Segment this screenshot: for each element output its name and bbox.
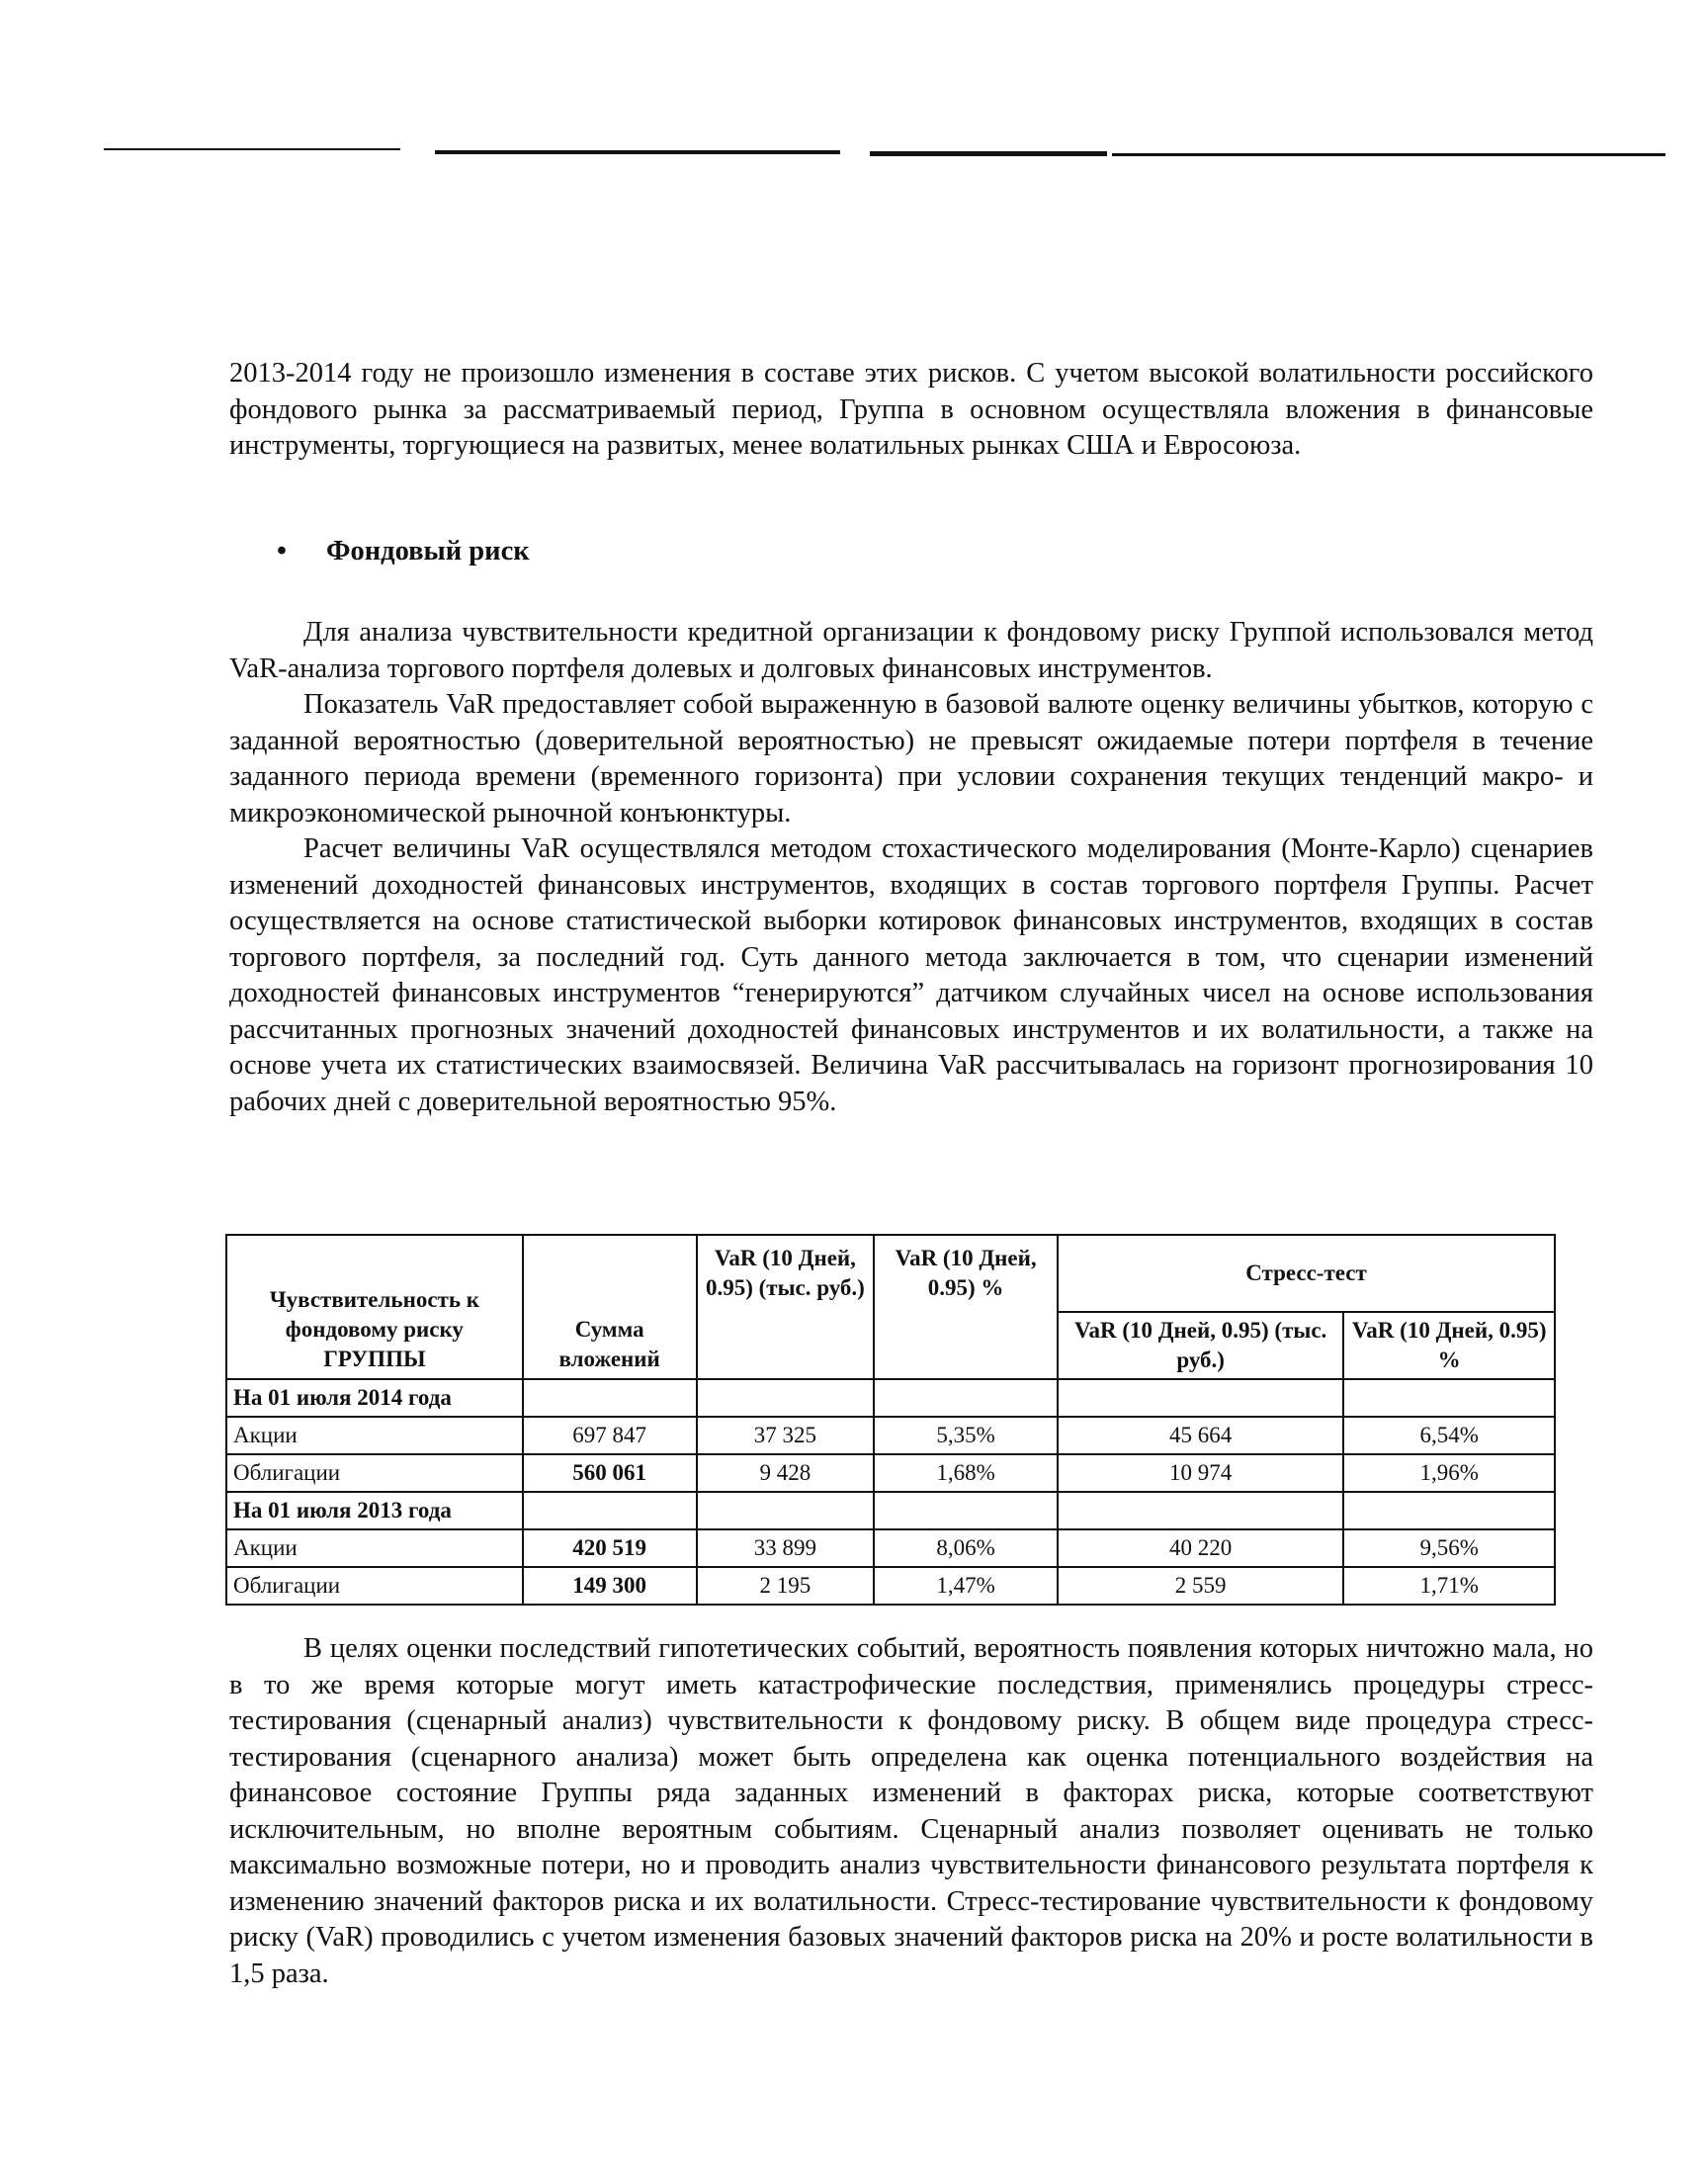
amount-cell: 149 300 bbox=[523, 1567, 697, 1605]
stress-pct-cell: 9,56% bbox=[1343, 1529, 1555, 1567]
paragraph: Расчет величины VaR осуществлялся методом стохастического моделирования (Монте-Карло) сценариев изменений доходностей финансовых инструментов, входящих в состав торгового портфеля Группы. Расчет осуществляется на основе статистической выборки котировок финансовых инструментов, входящих в состав торгового портфеля, за последний год. Суть данного метода заключается в том, что сценарии изменений доходностей финансовых инструментов “генерируются” датчиком случайных чисел на основе использования рассчитанных прогнозных значений доходностей финансовых инструментов и их волатильности, а также на основе учета их статистических взаимосвязей. Величина VaR рассчитывалась на горизонт прогнозирования 10 рабочих дней с доверительной вероятностью 95%. bbox=[229, 833, 1593, 1117]
amount-cell: 560 061 bbox=[523, 1454, 697, 1492]
table-row bbox=[226, 1417, 1555, 1454]
stress-var-cell: 45 664 bbox=[1058, 1417, 1343, 1454]
stress-pct-cell: 1,96% bbox=[1343, 1454, 1555, 1492]
header-rule bbox=[104, 148, 400, 150]
stress-pct-cell: 6,54% bbox=[1343, 1417, 1555, 1454]
paragraph: Для анализа чувствительности кредитной организации к фондовому риску Группой использовался метод VaR-анализа торгового портфеля долевых и долговых финансовых инструментов. bbox=[229, 617, 1593, 684]
bullet-marker: • bbox=[277, 536, 287, 566]
table-row bbox=[226, 1567, 1555, 1605]
var-pct-cell: 5,35% bbox=[874, 1417, 1058, 1454]
var-cell: 37 325 bbox=[697, 1417, 875, 1454]
section-heading bbox=[277, 536, 530, 567]
var-table bbox=[225, 1234, 1556, 1606]
stress-var-cell: 40 220 bbox=[1058, 1529, 1343, 1567]
paragraph: В целях оценки последствий гипотетических событий, вероятность появления которых ничтожно мала, но в то же время которые могут иметь катастрофические последствия, применялись процедуры стресс-тестирования (сценарный анализ) чувствительности к фондовому риску. В общем виде процедура стресс-тестирования (сценарного анализа) может быть определена как оценка потенциального воздействия на финансовое состояние Группы ряда заданных изменений в факторах риска, которые соответствуют исключительным, но вполне вероятным событиям. Сценарный анализ позволяет оценивать не только максимально возможные потери, но и проводить анализ чувствительности финансового результата портфеля к изменению значений факторов риска и их волатильности. Стресс-тестирование чувствительности к фондовому риску (VaR) проводились с учетом изменения базовых значений факторов риска на 20% и росте волатильности в 1,5 раза. bbox=[229, 1633, 1593, 1989]
intro-paragraph bbox=[229, 356, 1593, 465]
var-pct-cell: 1,68% bbox=[874, 1454, 1058, 1492]
table-row bbox=[226, 1529, 1555, 1567]
header-rule bbox=[435, 150, 840, 154]
header-sensitivity: Чувствительность к фондовому риску ГРУППЫ bbox=[226, 1235, 523, 1379]
header-amount: Сумма вложений bbox=[523, 1235, 697, 1379]
var-pct-cell: 8,06% bbox=[874, 1529, 1058, 1567]
body-text bbox=[229, 615, 1593, 1120]
var-cell: 2 195 bbox=[697, 1567, 875, 1605]
header-var: VaR (10 Дней, 0.95) (тыс. руб.) bbox=[697, 1235, 875, 1379]
stress-var-cell: 10 974 bbox=[1058, 1454, 1343, 1492]
header-stress-test: Стресс-тест bbox=[1058, 1235, 1555, 1312]
closing-paragraph bbox=[229, 1631, 1593, 1992]
row-label: Акции bbox=[226, 1417, 523, 1454]
var-pct-cell: 1,47% bbox=[874, 1567, 1058, 1605]
var-cell: 9 428 bbox=[697, 1454, 875, 1492]
header-rule bbox=[1112, 153, 1665, 156]
row-label: Облигации bbox=[226, 1454, 523, 1492]
stress-var-cell: 2 559 bbox=[1058, 1567, 1343, 1605]
amount-cell: 420 519 bbox=[523, 1529, 697, 1567]
row-label: Акции bbox=[226, 1529, 523, 1567]
amount-cell: 697 847 bbox=[523, 1417, 697, 1454]
header-stress-var-pct: VaR (10 Дней, 0.95) % bbox=[1343, 1312, 1555, 1379]
section-title: На 01 июля 2014 года bbox=[226, 1379, 523, 1417]
section-title: На 01 июля 2013 года bbox=[226, 1492, 523, 1529]
header-stress-var: VaR (10 Дней, 0.95) (тыс. руб.) bbox=[1058, 1312, 1343, 1379]
table-row bbox=[226, 1454, 1555, 1492]
intro-text: 2013-2014 году не произошло изменения в составе этих рисков. С учетом высокой волатильности российского фондового рынка за рассматриваемый период, Группа в основном осуществляла вложения в финансовые инструменты, торгующиеся на развитых, менее волатильных рынках США и Евросоюза. bbox=[229, 358, 1593, 461]
stress-pct-cell: 1,71% bbox=[1343, 1567, 1555, 1605]
paragraph: Показатель VaR предоставляет собой выраженную в базовой валюте оценку величины убытков, которую с заданной вероятностью (доверительной вероятностью) не превысят ожидаемые потери портфеля в течение заданного периода времени (временного горизонта) при условии сохранения текущих тенденций макро- и микроэкономической рыночной конъюнктуры. bbox=[229, 689, 1593, 828]
row-label: Облигации bbox=[226, 1567, 523, 1605]
header-var-pct: VaR (10 Дней, 0.95) % bbox=[874, 1235, 1058, 1379]
header-rule bbox=[870, 151, 1107, 156]
var-cell: 33 899 bbox=[697, 1529, 875, 1567]
section-heading-text: Фондовый риск bbox=[326, 536, 530, 566]
